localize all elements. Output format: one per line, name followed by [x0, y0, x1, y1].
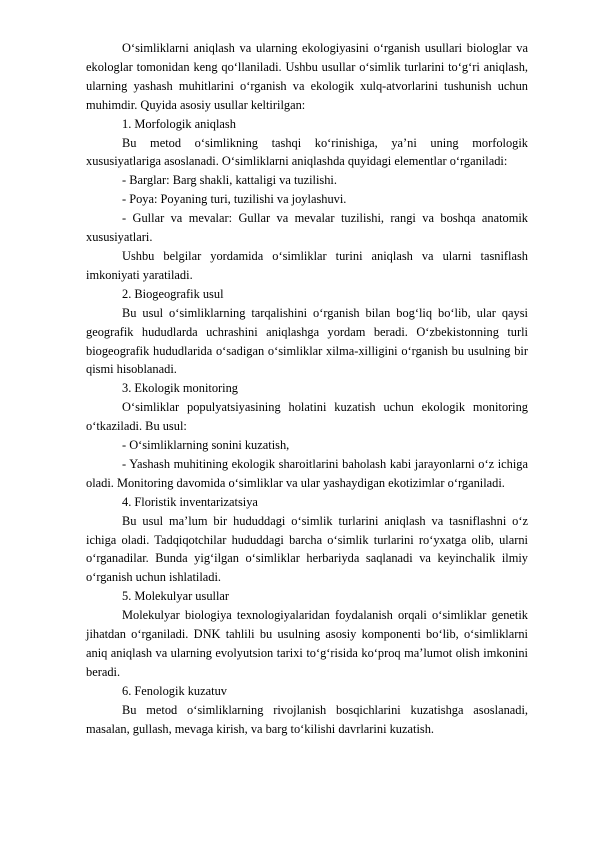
list-item-count: - O‘simliklarning sonini kuzatish,	[122, 438, 290, 453]
list-item-stem: - Poya: Poyaning turi, tuzilishi va joylashuvi.	[122, 192, 347, 207]
section-heading-biogeographic: 2. Biogeografik usul	[122, 286, 224, 301]
list-item-leaves: - Barglar: Barg shakli, kattaligi va tuzilishi.	[122, 173, 337, 188]
floristic-paragraph: Bu usul ma’lum bir hududdagi o‘simlik turlarini aniqlash va tasniflashni o‘z ichiga oladi. Tadqiqotchilar hududdagi barcha o‘simlik turlarini ro‘yxatga olib, ularni o‘rganadilar. Bunda yig‘ilgan o‘simliklar herbariyda saqlanadi va keyinchalik ilmiy o‘rganish uchun ishlatiladi.	[86, 513, 528, 585]
section-heading-floristic: 4. Floristik inventarizatsiya	[122, 494, 258, 509]
intro-paragraph: O‘simliklarni aniqlash va ularning ekologiyasini o‘rganish usullari biologlar va ekologlar tomonidan keng qo‘llaniladi. Ushbu usullar o‘simlik turlarini to‘g‘ri aniqlash, ularning yashash muhitlarini o‘rganish va ekologik xulq-atvorlarini tushunish uchun muhimdir. Quyida asosiy usullar keltirilgan:	[86, 41, 528, 112]
section-heading-monitoring: 3. Ekologik monitoring	[122, 381, 238, 396]
molecular-paragraph: Molekulyar biologiya texnologiyalaridan foydalanish orqali o‘simliklar genetik jihatdan o‘rganiladi. DNK tahlili bu usulning asosiy komponenti bo‘lib, o‘simliklarni aniq aniqlash va ularning evolyutsion tarixi to‘g‘risida ko‘proq ma’lumot olish imkonini beradi.	[86, 608, 528, 679]
list-item-flowers-fruits: - Gullar va mevalar: Gullar va mevalar tuzilishi, rangi va boshqa anatomik xususiyatlari.	[86, 211, 528, 245]
section-heading-morphological: 1. Morfologik aniqlash	[122, 116, 236, 131]
list-item-habitat: - Yashash muhitining ekologik sharoitlarini baholash kabi jarayonlarni o‘z ichiga oladi. Monitoring davomida o‘simliklar va ular yashaydigan ekotizimlar o‘rganiladi.	[86, 456, 528, 490]
morphological-summary-paragraph: Ushbu belgilar yordamida o‘simliklar turini aniqlash va ularni tasniflash imkoniyati yaratiladi.	[86, 248, 528, 282]
section-heading-phenological: 6. Fenologik kuzatuv	[122, 683, 227, 698]
monitoring-paragraph: O‘simliklar populyatsiyasining holatini kuzatish uchun ekologik monitoring o‘tkaziladi. Bu usul:	[86, 400, 528, 434]
document-page	[86, 39, 528, 739]
phenological-paragraph: Bu metod o‘simliklarning rivojlanish bosqichlarini kuzatishga asoslanadi, masalan, gullash, mevaga kirish, va barg to‘kilishi davrlarini kuzatish.	[86, 702, 528, 736]
biogeographic-paragraph: Bu usul o‘simliklarning tarqalishini o‘rganish bilan bog‘liq bo‘lib, ular qaysi geografik hududlarda uchrashini aniqlashga yordam beradi. O‘zbekistonning turli biogeografik hududlarida o‘sadigan o‘simliklar xilma-xilligini o‘rganish bu usulning bir qismi hisoblanadi.	[86, 305, 528, 377]
section-heading-molecular: 5. Molekulyar usullar	[122, 589, 230, 604]
morphological-paragraph: Bu metod o‘simlikning tashqi ko‘rinishiga, ya’ni uning morfologik xususiyatlariga asoslanadi. O‘simliklarni aniqlashda quyidagi elementlar o‘rganiladi:	[86, 135, 528, 169]
